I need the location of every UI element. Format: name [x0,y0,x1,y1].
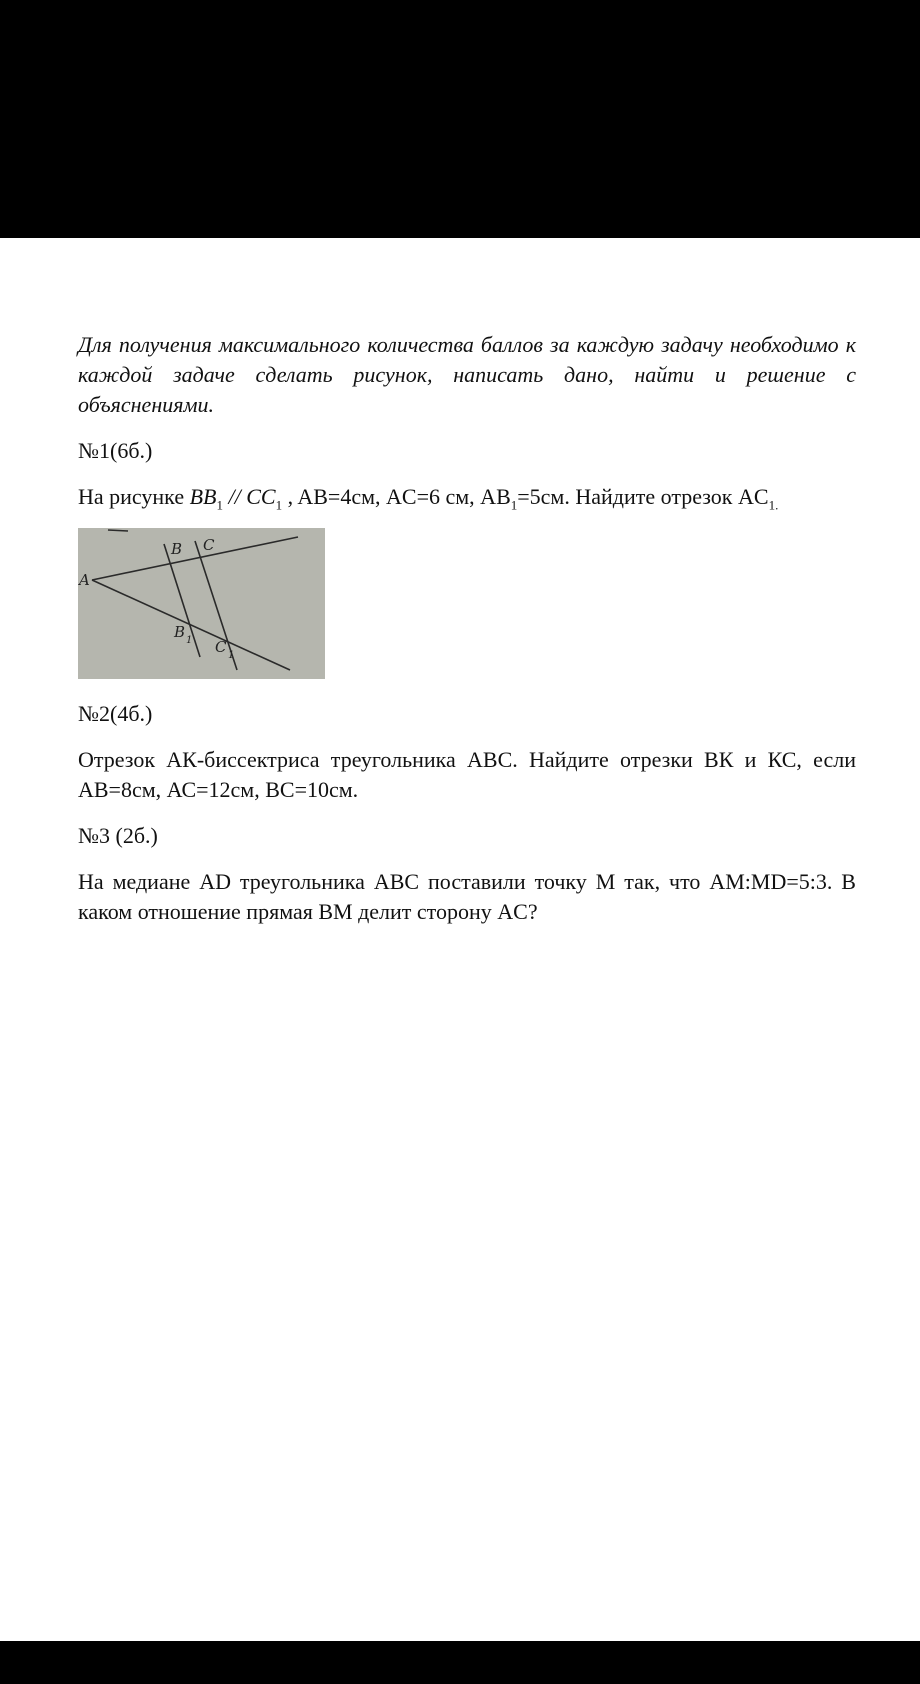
document-body [78,330,856,927]
task1-text-start: На рисунке [78,484,185,509]
label-b: B [171,540,183,558]
task1-sub3: 1 [510,497,518,513]
label-b1: B [174,623,186,641]
label-a: A [79,571,90,589]
scan-artifact [108,530,128,531]
task3-text: На медиане AD треугольника ABC поставили точку M так, что AM:MD=5:3. В каком отношение прямая BM делит сторону AC? [78,869,856,924]
task1-text [78,482,856,512]
task1-heading: №1(6б.) [78,438,153,463]
task1-parallel: // [228,484,241,509]
task1-text-end: =5см. Найдите отрезок AC [517,484,769,509]
task1-sub1: 1 [216,497,223,513]
label-c1: C [215,638,227,656]
intro-instructions: Для получения максимального количества баллов за каждую задачу необходимо к каждой задаче сделать рисунок, написать дано, найти и решение с объяснениями. [78,332,856,417]
task3-heading: №3 (2б.) [78,823,158,848]
task1-sub2: 1 [275,497,283,513]
label-b1-sub: 1 [186,635,193,646]
task1-sub4: 1. [768,497,779,513]
task1-bb: BB [189,484,217,509]
task1-figure-wrap [78,528,856,679]
geometry-figure [78,528,325,679]
label-c: C [203,536,215,554]
bottom-black-bar [0,1641,920,1684]
task1-text-mid: , AB=4см, AC=6 см, AB [287,484,511,509]
figure-background [78,528,325,679]
top-black-bar [0,0,920,238]
task2-heading: №2(4б.) [78,701,153,726]
task2-text: Отрезок АК-биссектриса треугольника АВС. Найдите отрезки ВК и КС, если АВ=8см, АС=12см, ВС=10см. [78,747,856,802]
task1-cc: CC [246,484,276,509]
label-c1-sub: 1 [228,650,235,661]
